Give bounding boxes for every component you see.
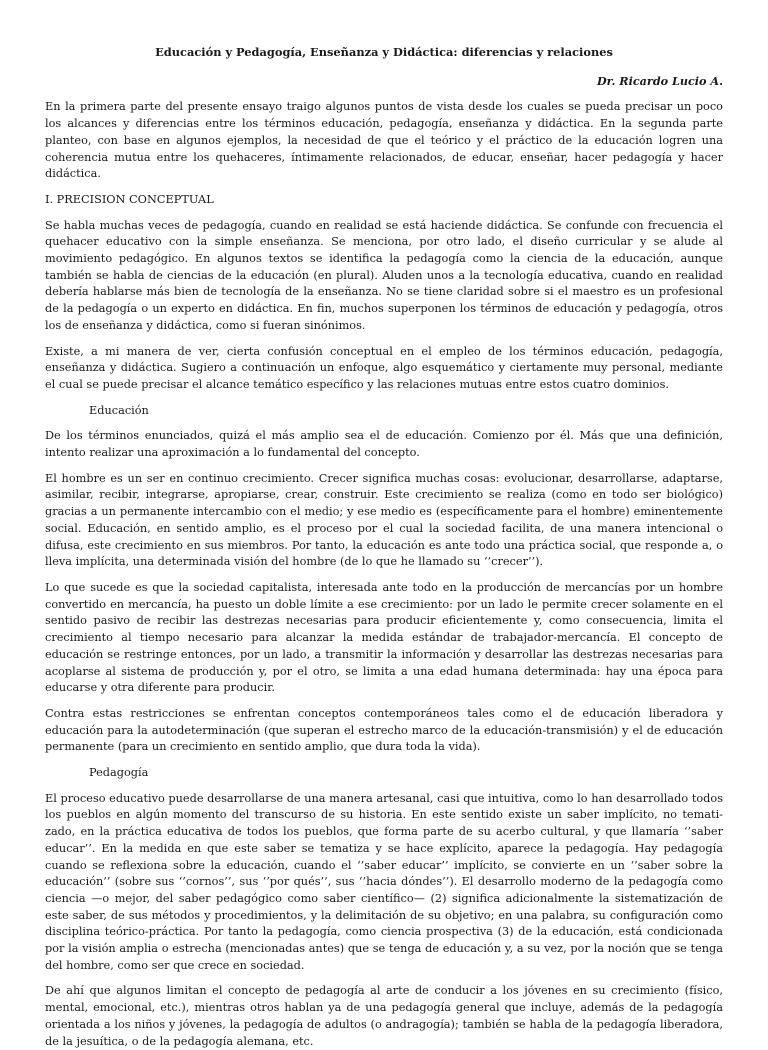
document-author: Dr. Ricardo Lucio A. bbox=[596, 73, 723, 88]
paragraph-educacion-1: De los términos enunciados, quizá el más amplio sea el de educación. Comienzo por él. Más que una definición, intento realizar una aproximación a lo fundamental del concepto. bbox=[45, 429, 723, 460]
intro-paragraph: En la primera parte del presente ensayo traigo algunos puntos de vista desde los cuales se pueda precisar un poco los alcances y diferencias entre los términos educación, pedagogía, enseñanza y didáctica. En la segunda parte planteo, con base en algunos ejemplos, la necesidad de que el teórico y el práctico de la educación logren una coherencia mutua entre los quehaceres, íntimamente relacionados, de educar, enseñar, hacer pedagogía y hacer didáctica. bbox=[45, 100, 723, 181]
section-heading-precision: I. PRECISION CONCEPTUAL bbox=[45, 192, 214, 206]
paragraph-pedagogia-1: El proceso educativo puede desarrollarse de una manera artesanal, casi que intuitiva, como lo han desarrollado todos los pueblos en algún momento del transcurso de su historia. En este sentido existe un saber implícito, no temati- zado, en la práctica educativa de todos los pueblos, que forma parte de su acerbo cultural, y que llamaría ‘’saber educar’’. En la medida en que este saber se tematiza y se hace explícito, aparece la pedagogía. Hay pedagogía cuando se reflexiona sobre la educación, cuando el ‘’saber educar’’ implícito, se convierte en un ‘’saber sobre la educación’’ (sobre sus ‘’cornos’’, sus ‘’por qués’’, sus ‘’hacia dóndes’’). El desarrollo moderno de la pedagogía como ciencia —o mejor, del saber pedagógico como saber científico— (2) significa adicionalmente la sistematización de este saber, de sus métodos y procedimientos, y la delimitación de su objetivo; en una palabra, su configuración como disciplina teórico-práctica. Por tanto la pedagogía, como ciencia prospectiva (3) de la educación, está condicionada por la visión amplia o estrecha (mencionadas antes) que se tenga de educación y, a su vez, por la noción que se tenga del hombre, como ser que crece en sociedad. bbox=[45, 791, 723, 972]
paragraph-educacion-4: Contra estas restricciones se enfrentan conceptos contemporáneos tales como el de educación liberadora y educación para la autodeterminación (que superan el estrecho marco de la educación-transmisión) y el de educación permanente (para un crecimiento en sentido amplio, que dura toda la vida). bbox=[45, 706, 723, 754]
document-title: Educación y Pedagogía, Enseñanza y Didáctica: diferencias y relaciones bbox=[155, 45, 613, 59]
paragraph-educacion-2: El hombre es un ser en continuo crecimiento. Crecer significa muchas cosas: evolucionar, desarrollarse, adaptarse, asimilar, recibir, integrarse, apropiarse, crear, construir. Este crecimiento se realiza (como en todo ser biológico) gracias a un permanente intercambio con el medio; y ese medio es (específicamente para el hombre) eminentemente social. Educación, en sentido amplio, es el proceso por el cual la sociedad facilita, de una manera intencional o difusa, este crecimiento en sus miembros. Por tanto, la educación es ante todo una práctica social, que responde a, o lleva implícita, una determinada visión del hombre (de lo que he llamado su ‘’crecer’’). bbox=[45, 471, 723, 569]
paragraph-confusion: Se habla muchas veces de pedagogía, cuando en realidad se está haciende didáctica. Se confunde con frecuencia el quehacer educativo con la simple enseñanza. Se menciona, por otro lado, el diseño curricular y se alude al movimiento pedagógico. En algunos textos se identifica la pedagogía como la ciencia de la educación, aunque también se habla de ciencias de la educación (en plural). Aluden unos a la tecnología educativa, cuando en realidad debería hablarse más bien de tecnología de la enseñanza. No se tiene claridad sobre si el maestro es un profesional de la pedagogía o un experto en didáctica. En fin, muchos superponen los términos de educación y pedagogía, otros los de enseñanza y didáctica, como si fueran sinónimos. bbox=[45, 218, 723, 332]
subheading-educacion: Educación bbox=[89, 403, 149, 417]
subheading-pedagogia: Pedagogía bbox=[89, 766, 149, 780]
paragraph-enfoque: Existe, a mi manera de ver, cierta confusión conceptual en el empleo de los términos educación, pedagogía, enseñanza y didáctica. Sugiero a continuación un enfoque, algo esquemático y ciertamente muy personal, mediante el cual se puede precisar el alcance temático específico y las relaciones mutuas entre estos cuatro dominios. bbox=[45, 344, 723, 391]
paragraph-pedagogia-2: De ahí que algunos limitan el concepto de pedagogía al arte de conducir a los jóvenes en su crecimiento (físico, mental, emocional, etc.), mientras otros hablan ya de una pedagogía general que incluye, además de la pedagogía orientada a los niños y jóvenes, la pedagogía de adultos (o andragogía); también se habla de la pedagogía liberadora, de la jesuítica, o de la pedagogía alemana, etc. bbox=[45, 984, 723, 1048]
paragraph-educacion-3: Lo que sucede es que la sociedad capitalista, interesada ante todo en la producción de mercancías por un hombre convertido en mercancía, ha puesto un doble límite a ese crecimiento: por un lado le permite crecer solamente en el sentido pasivo de recibir las destrezas necesarias para producir eficientemente y, como consecuencia, limita el crecimiento al tiempo necesario para alcanzar la medida estándar de trabajador-mercancía. El concepto de educación se restringe entonces, por un lado, a transmitir la información y desarrollar las destrezas necesarias para acoplarse al sistema de producción y, por el otro, se limita a una edad humana determinada: hay una época para educarse y otra diferente para producir. bbox=[45, 580, 723, 695]
